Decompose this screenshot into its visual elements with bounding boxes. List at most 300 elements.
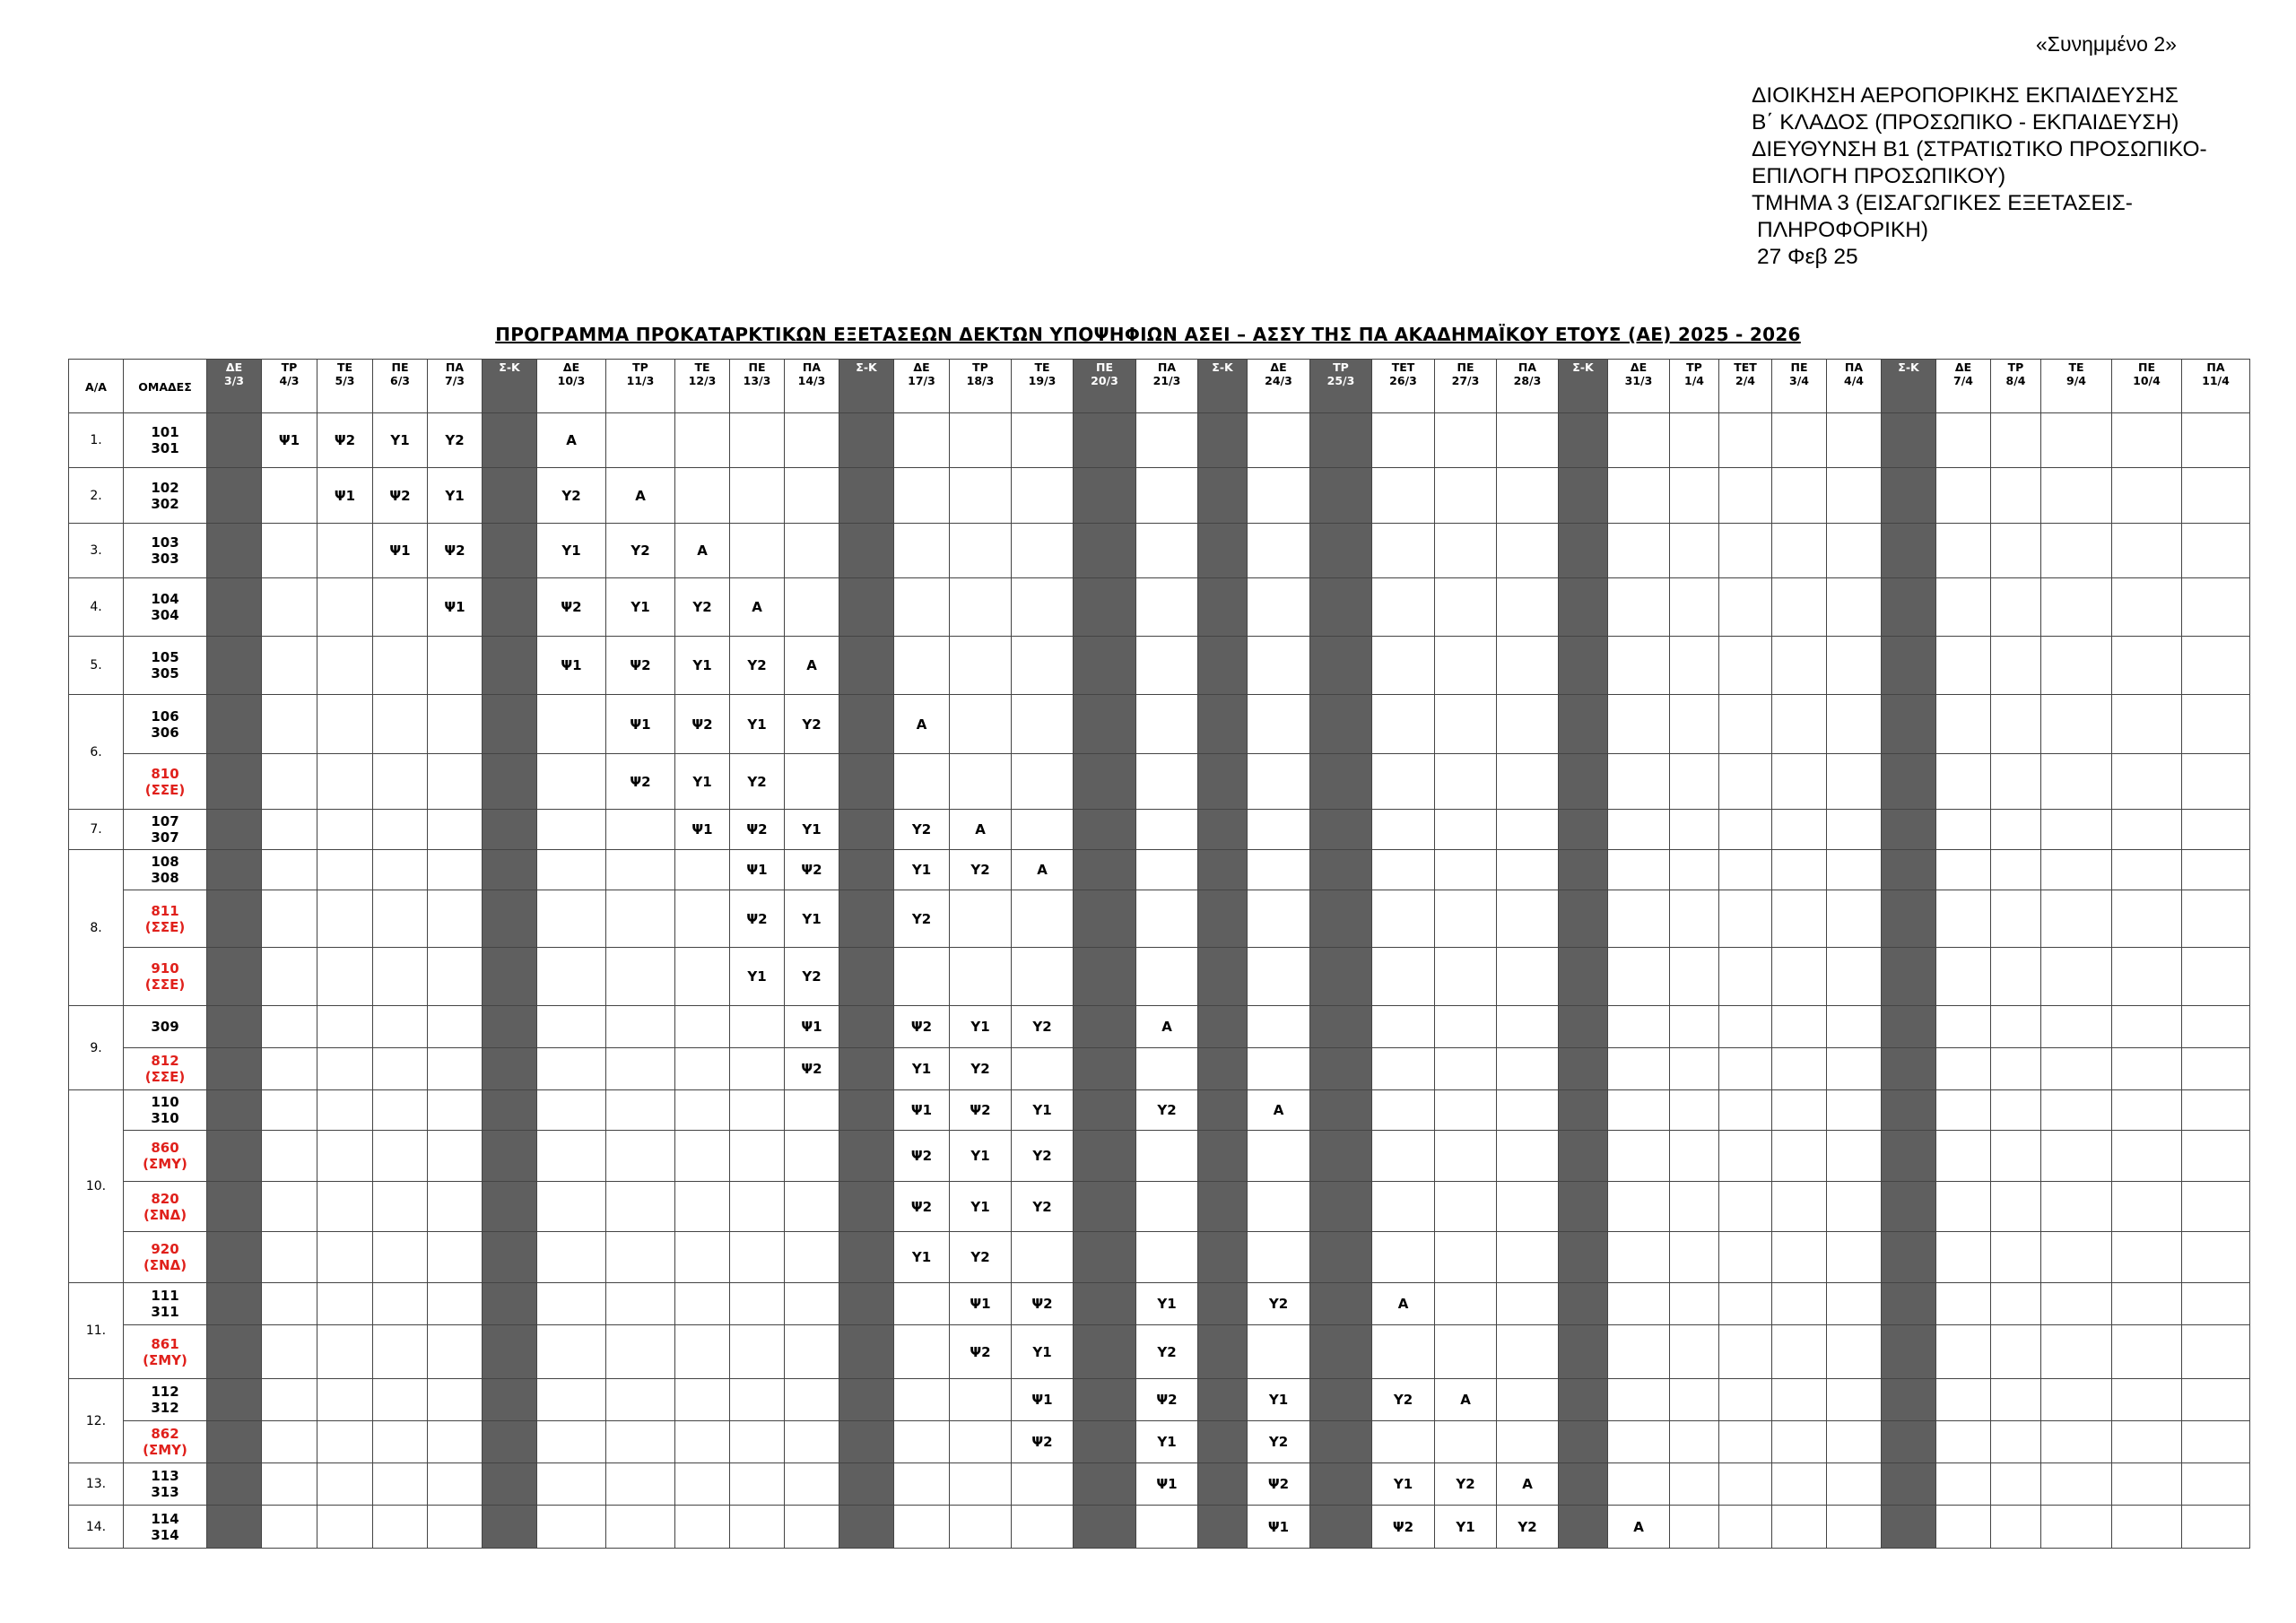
non-exam-day-cell <box>1074 578 1136 637</box>
weekday-label: ΠΑ <box>445 360 465 374</box>
exam-code: Υ2 <box>911 910 932 927</box>
schedule-cell <box>2041 578 2112 637</box>
schedule-cell <box>1372 1421 1435 1463</box>
schedule-cell <box>428 1006 483 1048</box>
schedule-cell <box>894 850 950 890</box>
weekday-label: ΔΕ <box>1630 360 1648 374</box>
schedule-cell <box>950 1131 1012 1182</box>
schedule-cell <box>785 637 839 695</box>
schedule-cell <box>730 1283 785 1325</box>
schedule-cell <box>373 1048 428 1090</box>
schedule-cell <box>262 1283 317 1325</box>
weekday-label: ΤΕ <box>1034 360 1050 374</box>
exam-code: Υ1 <box>970 1198 990 1215</box>
table-row <box>69 890 2250 948</box>
exam-code: Α <box>1037 862 1048 878</box>
group-code: 108 <box>151 854 179 870</box>
non-exam-day-cell <box>1882 1283 1936 1325</box>
header-line: ΤΜΗΜΑ 3 (ΕΙΣΑΓΩΓΙΚΕΣ ΕΞΕΤΑΣΕΙΣ- <box>1752 191 2133 215</box>
exam-code: Ψ2 <box>630 773 651 790</box>
schedule-cell <box>1497 948 1559 1006</box>
exam-code: Υ2 <box>1268 1434 1289 1450</box>
date-column-header <box>207 360 262 413</box>
non-exam-day-cell <box>483 1421 537 1463</box>
non-exam-day-cell <box>1559 1421 1608 1463</box>
schedule-cell <box>1372 468 1435 524</box>
non-exam-day-cell <box>1310 1506 1372 1549</box>
schedule-cell <box>1248 890 1310 948</box>
schedule-cell <box>1670 578 1719 637</box>
schedule-cell <box>606 810 675 850</box>
exam-code: Υ2 <box>970 862 990 878</box>
schedule-cell <box>894 524 950 578</box>
group-code: 114 <box>151 1510 179 1527</box>
non-exam-day-cell <box>1882 413 1936 468</box>
schedule-cell <box>1827 1421 1882 1463</box>
schedule-cell <box>785 524 839 578</box>
group-cell <box>124 1379 207 1421</box>
schedule-cell <box>1372 637 1435 695</box>
schedule-cell <box>1670 695 1719 754</box>
non-exam-day-cell <box>1882 754 1936 810</box>
schedule-cell <box>1248 850 1310 890</box>
schedule-cell <box>1435 468 1497 524</box>
schedule-cell <box>1435 413 1497 468</box>
non-exam-day-cell <box>1559 468 1608 524</box>
exam-code: Υ1 <box>970 1148 990 1164</box>
schedule-cell <box>2112 754 2182 810</box>
schedule-cell <box>894 1232 950 1283</box>
schedule-cell <box>262 578 317 637</box>
group-code: (ΣΝΔ) <box>143 1206 187 1223</box>
schedule-cell <box>894 1325 950 1379</box>
schedule-cell <box>262 1090 317 1131</box>
schedule-cell <box>1936 524 1991 578</box>
schedule-cell <box>785 754 839 810</box>
schedule-cell <box>1248 1421 1310 1463</box>
non-exam-day-cell <box>1310 468 1372 524</box>
date-label: 4/3 <box>279 374 300 387</box>
schedule-cell <box>1435 1421 1497 1463</box>
exam-code: Υ1 <box>802 910 822 927</box>
date-label: 21/3 <box>1152 374 1181 387</box>
schedule-cell <box>1497 413 1559 468</box>
exam-code: Ψ1 <box>801 1019 822 1035</box>
weekday-label: ΠΑ <box>1518 360 1537 374</box>
schedule-cell <box>1719 695 1772 754</box>
schedule-cell <box>1991 1325 2041 1379</box>
non-exam-day-cell <box>1882 578 1936 637</box>
group-code: 304 <box>151 607 179 623</box>
exam-code: Υ2 <box>802 716 822 733</box>
group-code: 862 <box>151 1426 179 1442</box>
non-exam-day-cell <box>1559 1006 1608 1048</box>
schedule-cell <box>1012 413 1074 468</box>
schedule-cell <box>1827 948 1882 1006</box>
exam-code: Υ2 <box>1518 1518 1537 1535</box>
schedule-cell <box>2041 810 2112 850</box>
non-exam-day-cell <box>207 1379 262 1421</box>
non-exam-day-cell <box>839 1048 894 1090</box>
schedule-cell <box>1497 1090 1559 1131</box>
date-label: 24/3 <box>1265 374 1292 387</box>
schedule-cell <box>2182 1090 2250 1131</box>
document-date: 27 Φεβ 25 <box>1757 245 1858 269</box>
table-row <box>69 850 2250 890</box>
non-exam-day-cell <box>839 890 894 948</box>
schedule-cell <box>1497 1283 1559 1325</box>
group-code: 308 <box>151 870 179 886</box>
exam-code: Α <box>1397 1296 1409 1312</box>
schedule-cell <box>262 1006 317 1048</box>
schedule-cell <box>1372 948 1435 1006</box>
schedule-cell <box>606 1506 675 1549</box>
exam-code: Υ2 <box>692 599 712 615</box>
non-exam-day-cell <box>1198 850 1248 890</box>
weekday-label: Σ-Κ <box>1572 360 1594 374</box>
exam-code: Υ1 <box>1032 1102 1052 1118</box>
exam-code: Ψ2 <box>910 1198 933 1215</box>
schedule-cell <box>730 1506 785 1549</box>
schedule-cell <box>317 850 373 890</box>
group-code: (ΣΣΕ) <box>144 1069 186 1085</box>
schedule-cell <box>537 524 606 578</box>
non-exam-day-cell <box>1882 1182 1936 1232</box>
schedule-cell <box>1827 1048 1882 1090</box>
schedule-cell <box>2182 468 2250 524</box>
weekday-label: Σ-Κ <box>499 360 520 374</box>
schedule-cell <box>317 948 373 1006</box>
non-exam-day-cell <box>1882 948 1936 1006</box>
schedule-cell <box>1827 695 1882 754</box>
non-exam-day-cell <box>1074 1182 1136 1232</box>
schedule-cell <box>1435 1463 1497 1506</box>
non-exam-day-cell <box>1559 1182 1608 1232</box>
schedule-cell <box>2182 1506 2250 1549</box>
non-exam-day-cell <box>207 810 262 850</box>
non-exam-day-cell <box>1559 1131 1608 1182</box>
date-column-header <box>2182 360 2250 413</box>
row-number: 14. <box>69 1506 124 1549</box>
schedule-cell <box>606 1182 675 1232</box>
schedule-cell <box>1772 754 1827 810</box>
schedule-cell <box>262 468 317 524</box>
schedule-cell <box>1248 1379 1310 1421</box>
row-number: 10. <box>69 1090 124 1283</box>
schedule-cell <box>1827 850 1882 890</box>
schedule-cell <box>2041 695 2112 754</box>
schedule-cell <box>537 637 606 695</box>
non-exam-day-cell <box>1074 1506 1136 1549</box>
schedule-cell <box>1670 890 1719 948</box>
schedule-cell <box>428 695 483 754</box>
schedule-cell <box>1372 1182 1435 1232</box>
header-line: ΕΠΙΛΟΓΗ ΠΡΟΣΩΠΙΚΟΥ) <box>1752 164 2006 188</box>
schedule-cell <box>1719 1232 1772 1283</box>
group-code: 312 <box>151 1400 179 1416</box>
exam-code: Υ1 <box>1393 1476 1413 1492</box>
schedule-cell <box>606 1379 675 1421</box>
exam-code: Ψ2 <box>910 1019 933 1035</box>
schedule-cell <box>730 1131 785 1182</box>
schedule-cell <box>606 1006 675 1048</box>
schedule-cell <box>1608 1048 1670 1090</box>
schedule-cell <box>1670 1131 1719 1182</box>
schedule-cell <box>675 1283 730 1325</box>
schedule-cell <box>1670 1325 1719 1379</box>
schedule-cell <box>730 695 785 754</box>
schedule-cell <box>675 1325 730 1379</box>
date-column-header <box>1772 360 1827 413</box>
weekday-label: ΠΑ <box>802 360 822 374</box>
schedule-cell <box>1936 1325 1991 1379</box>
schedule-cell <box>428 1182 483 1232</box>
schedule-cell <box>1608 468 1670 524</box>
schedule-cell <box>1827 524 1882 578</box>
schedule-cell <box>537 1090 606 1131</box>
table-row <box>69 1006 2250 1048</box>
group-code: 101 <box>151 424 179 440</box>
schedule-cell <box>1670 524 1719 578</box>
non-exam-day-cell <box>483 948 537 1006</box>
non-exam-day-cell <box>1074 948 1136 1006</box>
non-exam-day-cell <box>483 810 537 850</box>
schedule-cell <box>1248 637 1310 695</box>
schedule-cell <box>1670 1048 1719 1090</box>
schedule-cell <box>675 1232 730 1283</box>
non-exam-day-cell <box>839 1463 894 1506</box>
row-number: 12. <box>69 1379 124 1463</box>
non-exam-day-cell <box>839 1090 894 1131</box>
schedule-cell <box>1012 1048 1074 1090</box>
schedule-cell <box>1936 1379 1991 1421</box>
schedule-cell <box>1991 468 2041 524</box>
non-exam-day-cell <box>1198 1379 1248 1421</box>
schedule-cell <box>1719 1379 1772 1421</box>
exam-code: Ψ2 <box>801 862 822 878</box>
exam-code: Υ2 <box>1268 1296 1289 1312</box>
non-exam-day-cell <box>1310 810 1372 850</box>
schedule-cell <box>537 754 606 810</box>
group-code: 310 <box>151 1110 179 1126</box>
schedule-cell <box>1936 1006 1991 1048</box>
schedule-cell <box>606 578 675 637</box>
non-exam-day-cell <box>1882 1048 1936 1090</box>
schedule-cell <box>2112 1325 2182 1379</box>
non-exam-day-cell <box>1559 1090 1608 1131</box>
schedule-cell <box>2041 1463 2112 1506</box>
schedule-cell <box>1772 1182 1827 1232</box>
schedule-cell <box>730 1463 785 1506</box>
exam-schedule-table <box>68 359 2250 1549</box>
non-exam-day-cell <box>1074 524 1136 578</box>
exam-code: Υ1 <box>747 716 767 733</box>
schedule-cell <box>1435 637 1497 695</box>
schedule-cell <box>2182 578 2250 637</box>
schedule-cell <box>1936 578 1991 637</box>
schedule-cell <box>262 890 317 948</box>
schedule-cell <box>894 948 950 1006</box>
non-exam-day-cell <box>1310 890 1372 948</box>
schedule-cell <box>1136 1048 1198 1090</box>
table-row <box>69 413 2250 468</box>
non-exam-day-cell <box>839 1283 894 1325</box>
schedule-cell <box>2112 1182 2182 1232</box>
group-code: 861 <box>151 1335 179 1352</box>
schedule-cell <box>1991 578 2041 637</box>
schedule-cell <box>606 413 675 468</box>
schedule-cell <box>373 850 428 890</box>
group-cell <box>124 637 207 695</box>
schedule-cell <box>317 413 373 468</box>
schedule-cell <box>1497 695 1559 754</box>
schedule-cell <box>1012 468 1074 524</box>
schedule-cell <box>1936 810 1991 850</box>
group-code: 305 <box>151 665 179 681</box>
date-label: 12/3 <box>688 374 717 387</box>
schedule-cell <box>317 1232 373 1283</box>
schedule-cell <box>606 1283 675 1325</box>
schedule-cell <box>1248 1131 1310 1182</box>
schedule-cell <box>537 1283 606 1325</box>
schedule-cell <box>1936 695 1991 754</box>
non-exam-day-cell <box>1882 1090 1936 1131</box>
schedule-cell <box>1435 1182 1497 1232</box>
group-code: 314 <box>151 1526 179 1543</box>
exam-code: Α <box>1161 1019 1172 1035</box>
non-exam-day-cell <box>1882 1131 1936 1182</box>
schedule-cell <box>785 1090 839 1131</box>
schedule-cell <box>1608 1325 1670 1379</box>
schedule-cell <box>262 754 317 810</box>
schedule-cell <box>1719 1325 1772 1379</box>
non-exam-day-cell <box>1882 524 1936 578</box>
schedule-cell <box>2041 754 2112 810</box>
schedule-cell <box>1372 890 1435 948</box>
schedule-cell <box>2041 948 2112 1006</box>
non-exam-day-cell <box>839 1421 894 1463</box>
group-code: (ΣΣΕ) <box>144 781 186 798</box>
non-exam-day-cell <box>1074 1090 1136 1131</box>
schedule-cell <box>950 890 1012 948</box>
schedule-cell <box>428 1506 483 1549</box>
group-code: 920 <box>151 1241 179 1257</box>
non-exam-day-cell <box>1559 578 1608 637</box>
schedule-cell <box>1608 1182 1670 1232</box>
schedule-cell <box>373 810 428 850</box>
schedule-cell <box>537 468 606 524</box>
non-exam-day-cell <box>1882 1379 1936 1421</box>
schedule-cell <box>730 637 785 695</box>
schedule-cell <box>1670 468 1719 524</box>
exam-code: Υ2 <box>1393 1392 1413 1408</box>
schedule-cell <box>2182 1421 2250 1463</box>
schedule-cell <box>785 850 839 890</box>
table-row <box>69 1048 2250 1090</box>
schedule-cell <box>1248 1283 1310 1325</box>
schedule-cell <box>1136 1506 1198 1549</box>
group-code: 104 <box>151 591 179 607</box>
date-label: 6/3 <box>390 374 410 387</box>
schedule-cell <box>1435 850 1497 890</box>
schedule-cell <box>262 850 317 890</box>
schedule-cell <box>1936 754 1991 810</box>
table-row <box>69 578 2250 637</box>
group-code: 820 <box>151 1190 179 1207</box>
group-cell <box>124 524 207 578</box>
date-column-header <box>262 360 317 413</box>
schedule-cell <box>2182 1325 2250 1379</box>
schedule-cell <box>2112 1131 2182 1182</box>
non-exam-day-cell <box>1310 1131 1372 1182</box>
non-exam-day-cell <box>1559 695 1608 754</box>
table-row <box>69 1379 2250 1421</box>
exam-code: Ψ2 <box>801 1061 822 1077</box>
schedule-cell <box>1827 1232 1882 1283</box>
schedule-cell <box>1936 1131 1991 1182</box>
schedule-cell <box>785 578 839 637</box>
weekday-label: ΤΕ <box>336 360 353 374</box>
schedule-cell <box>2041 524 2112 578</box>
non-exam-day-cell <box>207 1421 262 1463</box>
schedule-cell <box>1497 1131 1559 1182</box>
date-label: 28/3 <box>1513 374 1542 387</box>
schedule-cell <box>1991 413 2041 468</box>
row-number: 13. <box>69 1463 124 1506</box>
schedule-cell <box>2112 1463 2182 1506</box>
schedule-cell <box>1372 810 1435 850</box>
schedule-cell <box>1936 637 1991 695</box>
schedule-cell <box>1827 413 1882 468</box>
non-exam-day-cell <box>1310 1325 1372 1379</box>
exam-code: Ψ1 <box>1031 1392 1053 1408</box>
aa-column-header: Α/Α <box>69 360 124 413</box>
schedule-cell <box>675 578 730 637</box>
schedule-cell <box>730 1006 785 1048</box>
schedule-cell <box>1772 413 1827 468</box>
group-cell <box>124 578 207 637</box>
schedule-cell <box>950 810 1012 850</box>
schedule-cell <box>785 1131 839 1182</box>
schedule-cell <box>1435 948 1497 1006</box>
schedule-cell <box>675 1006 730 1048</box>
schedule-cell <box>950 948 1012 1006</box>
schedule-cell <box>428 810 483 850</box>
non-exam-day-cell <box>483 468 537 524</box>
non-exam-day-cell <box>1310 1421 1372 1463</box>
schedule-cell <box>2112 850 2182 890</box>
schedule-cell <box>428 413 483 468</box>
schedule-cell <box>1136 1463 1198 1506</box>
non-exam-day-cell <box>1198 1090 1248 1131</box>
schedule-cell <box>2112 810 2182 850</box>
non-exam-day-cell <box>483 890 537 948</box>
non-exam-day-cell <box>1559 754 1608 810</box>
schedule-cell <box>1136 890 1198 948</box>
date-column-header <box>1074 360 1136 413</box>
schedule-cell <box>1772 1325 1827 1379</box>
schedule-cell <box>537 810 606 850</box>
schedule-cell <box>1608 637 1670 695</box>
non-exam-day-cell <box>207 1506 262 1549</box>
schedule-cell <box>1936 850 1991 890</box>
schedule-cell <box>1772 810 1827 850</box>
schedule-cell <box>785 890 839 948</box>
non-exam-day-cell <box>1559 948 1608 1006</box>
schedule-cell <box>1497 1048 1559 1090</box>
group-code: 112 <box>151 1384 179 1400</box>
schedule-cell <box>1991 1232 2041 1283</box>
